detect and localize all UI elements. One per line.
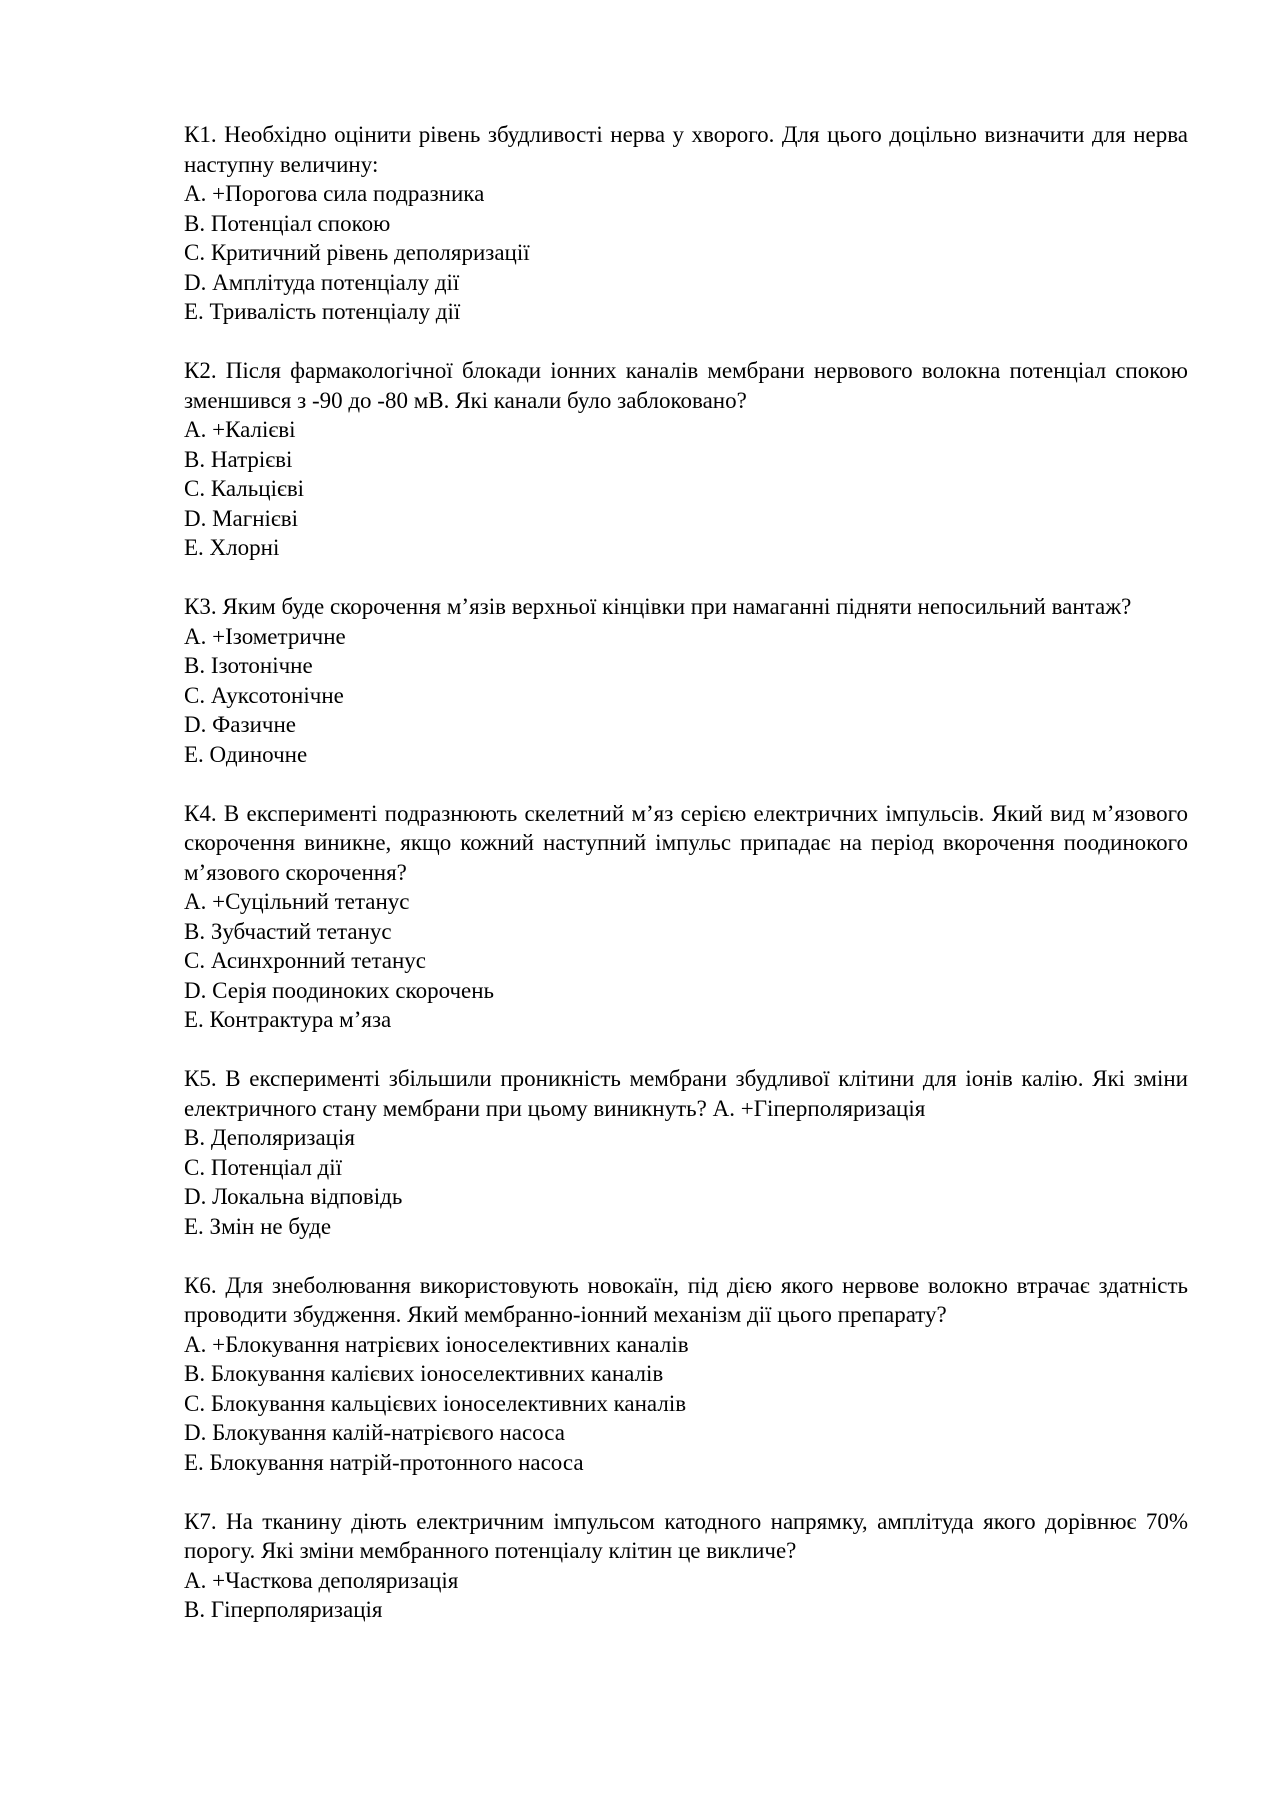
option-c: C. Блокування кальцієвих іоноселективних каналів: [184, 1390, 687, 1416]
option-a: A. +Калієві: [184, 417, 296, 442]
question-3: [184, 592, 1188, 769]
question-text: К7. На тканину діють електричним імпульсом катодного напрямку, амплітуда якого дорівнює 70% порогу. Які зміни мембранного потенціалу клітин це викличе?: [184, 1508, 1188, 1563]
options-list: [184, 1566, 1188, 1625]
question-1: [184, 120, 1188, 327]
question-5: [184, 1064, 1188, 1241]
options-list: [184, 622, 1188, 770]
document-page: [184, 120, 1188, 1654]
option-b: B. Гіперполяризація: [184, 1597, 383, 1622]
question-text-body: К5. В експерименті збільшили проникність мембрани збудливої клітини для іонів калію. Які зміни електричного стану мембрани при цьому виникнуть?: [184, 1066, 1188, 1121]
option-e: E. Тривалість потенціалу дії: [184, 299, 461, 324]
option-e: E. Одиночне: [184, 741, 308, 767]
option-c: C. Потенціал дії: [184, 1154, 343, 1180]
option-c: C. Асинхронний тетанус: [184, 948, 427, 973]
option-b: B. Потенціал спокою: [184, 210, 391, 236]
option-b: B. Натрієві: [184, 446, 293, 472]
options-list: [184, 1123, 1188, 1241]
question-7: [184, 1507, 1188, 1625]
question-text: К2. Після фармакологічної блокади іонних каналів мембрани нервового волокна потенціал спокою зменшився з -90 до -80 мВ. Які канали було заблоковано?: [184, 358, 1188, 413]
option-a: A. +Блокування натрієвих іоноселективних каналів: [184, 1331, 689, 1357]
option-a: A. +Часткова деполяризація: [184, 1567, 459, 1593]
option-a: A. +Гіперполяризація: [712, 1095, 926, 1121]
option-e: E. Контрактура м’яза: [184, 1007, 392, 1032]
option-e: E. Блокування натрій-протонного насоса: [184, 1449, 584, 1475]
option-e: E. Хлорні: [184, 535, 280, 560]
option-b: B. Деполяризація: [184, 1125, 355, 1150]
option-a: A. +Суцільний тетанус: [184, 889, 410, 914]
options-list: [184, 1330, 1188, 1478]
option-b: B. Ізотонічне: [184, 653, 313, 678]
question-text: К3. Яким буде скорочення м’язів верхньої кінцівки при намаганні підняти непосильний вантаж?: [184, 594, 1132, 619]
option-d: D. Магнієві: [184, 505, 299, 531]
question-text: К1. Необхідно оцінити рівень збудливості нерва у хворого. Для цього доцільно визначити для нерва наступну величину:: [184, 122, 1188, 177]
option-a: A. +Порогова сила подразника: [184, 181, 485, 206]
option-d: D. Локальна відповідь: [184, 1184, 403, 1209]
options-list: [184, 887, 1188, 1035]
option-d: D. Амплітуда потенціалу дії: [184, 269, 460, 295]
option-b: B. Зубчастий тетанус: [184, 918, 392, 944]
option-d: D. Фазичне: [184, 712, 296, 737]
question-text: К6. Для знеболювання використовують новокаїн, під дією якого нервове волокно втрачає здатність проводити збудження. Який мембранно-іонний механізм дії цього препарату?: [184, 1272, 1188, 1327]
question-4: [184, 799, 1188, 1035]
option-a: A. +Ізометричне: [184, 623, 346, 649]
question-2: [184, 356, 1188, 563]
option-c: C. Кальцієві: [184, 476, 305, 501]
options-list: [184, 415, 1188, 563]
option-d: D. Серія поодиноких скорочень: [184, 977, 495, 1003]
options-list: [184, 179, 1188, 327]
question-text: К4. В експерименті подразнюють скелетний м’яз серією електричних імпульсів. Який вид м’язового скорочення виникне, якщо кожний наступний імпульс припадає на період вкорочення поодинокого м’язового скорочення?: [184, 800, 1188, 885]
question-text: [184, 1064, 1188, 1123]
option-e: E. Змін не буде: [184, 1213, 332, 1239]
question-6: [184, 1271, 1188, 1478]
option-c: C. Ауксотонічне: [184, 682, 344, 708]
option-d: D. Блокування калій-натрієвого насоса: [184, 1420, 565, 1445]
option-c: C. Критичний рівень деполяризації: [184, 240, 530, 265]
option-b: B. Блокування калієвих іоноселективних каналів: [184, 1361, 664, 1386]
